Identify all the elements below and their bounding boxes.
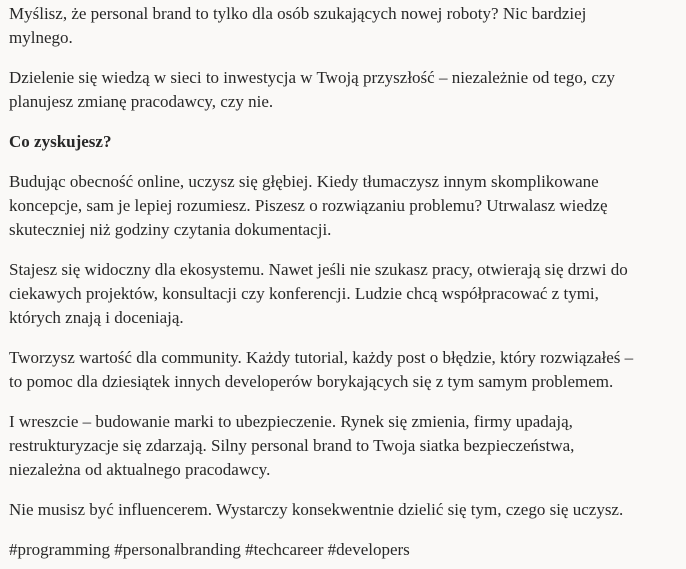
post-paragraph bbox=[9, 258, 677, 330]
text-line: I wreszcie – budowanie marki to ubezpieczenie. Rynek się zmienia, firmy upadają, bbox=[9, 412, 573, 431]
hashtag-link[interactable]: #personalbranding bbox=[114, 540, 241, 559]
post-paragraph bbox=[9, 498, 677, 522]
text-line: planujesz zmianę pracodawcy, czy nie. bbox=[9, 92, 274, 111]
hashtag-link[interactable]: #techcareer bbox=[245, 540, 324, 559]
text-line: Myślisz, że personal brand to tylko dla osób szukających nowej roboty? Nic bardziej bbox=[9, 4, 587, 23]
post-paragraph bbox=[9, 410, 677, 482]
text-line: Dzielenie się wiedzą w sieci to inwestycja w Twoją przyszłość – niezależnie od tego, czy bbox=[9, 68, 616, 87]
text-line: Stajesz się widoczny dla ekosystemu. Nawet jeśli nie szukasz pracy, otwierają się drzwi do bbox=[9, 260, 628, 279]
section-heading bbox=[9, 130, 677, 154]
text-line: skuteczniej niż godziny czytania dokumentacji. bbox=[9, 220, 332, 239]
text-line: mylnego. bbox=[9, 28, 73, 47]
text-line: restrukturyzacje się zdarzają. Silny personal brand to Twoja siatka bezpieczeństwa, bbox=[9, 436, 575, 455]
text-line: koncepcje, sam je lepiej rozumiesz. Piszesz o rozwiązaniu problemu? Utrwalasz wiedzę bbox=[9, 196, 608, 215]
text-line: Tworzysz wartość dla community. Każdy tutorial, każdy post o błędzie, który rozwiązałeś – bbox=[9, 348, 634, 367]
text-line: których znają i doceniają. bbox=[9, 308, 184, 327]
post-paragraph bbox=[9, 170, 677, 242]
post-paragraph bbox=[9, 2, 677, 50]
hashtag-link[interactable]: #programming bbox=[9, 540, 111, 559]
text-line: Nie musisz być influencerem. Wystarczy konsekwentnie dzielić się tym, czego się uczysz. bbox=[9, 500, 624, 519]
text-line: niezależna od aktualnego pracodawcy. bbox=[9, 460, 271, 479]
post-paragraph bbox=[9, 66, 677, 114]
text-line: to pomoc dla dziesiątek innych developerów borykających się z tym samym problemem. bbox=[9, 372, 614, 391]
text-line: ciekawych projektów, konsultacji czy konferencji. Ludzie chcą współpracować z tymi, bbox=[9, 284, 599, 303]
text-line: Budując obecność online, uczysz się głębiej. Kiedy tłumaczysz innym skomplikowane bbox=[9, 172, 599, 191]
post-paragraph bbox=[9, 346, 677, 394]
text-line: Co zyskujesz? bbox=[9, 132, 112, 151]
hashtag-link[interactable]: #developers bbox=[327, 540, 410, 559]
hashtags bbox=[9, 538, 677, 562]
